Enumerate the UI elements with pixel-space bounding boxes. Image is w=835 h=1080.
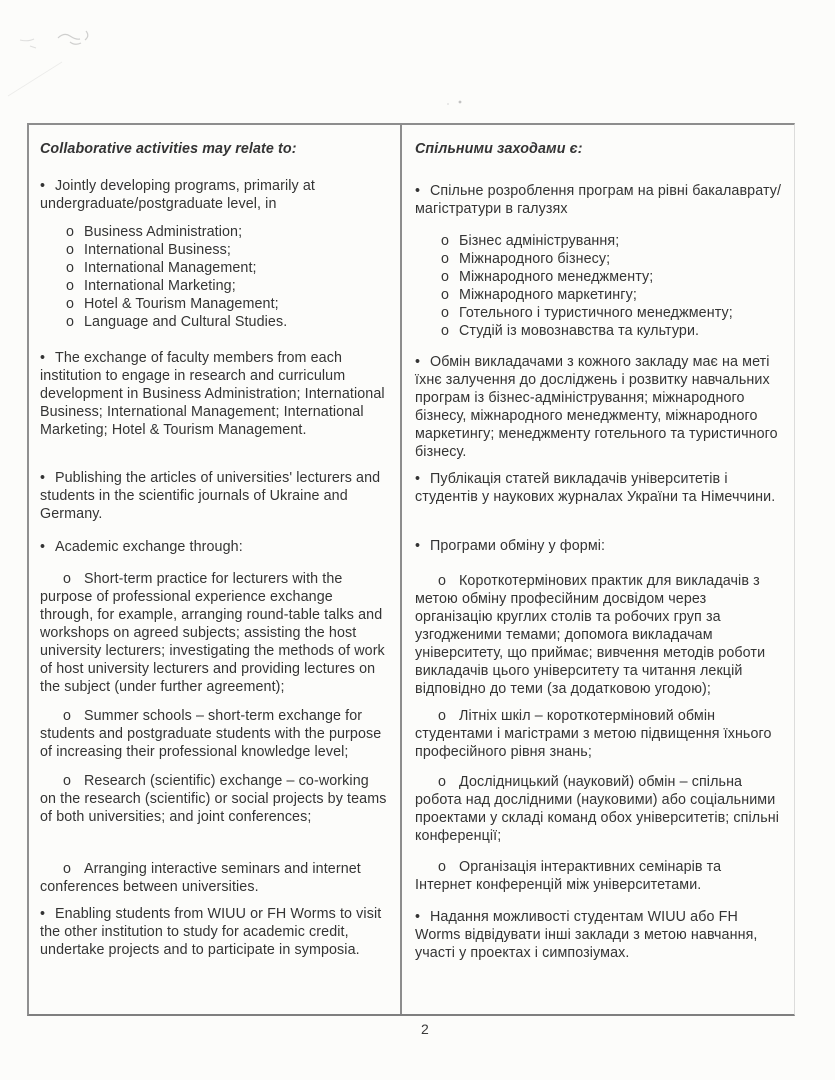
circle-bullet-icon: o xyxy=(441,287,450,303)
circle-bullet-icon: o xyxy=(438,774,447,790)
circle-bullet-icon: o xyxy=(66,314,75,330)
list-item: o Business Administration; xyxy=(66,224,243,240)
english-program-list xyxy=(40,223,388,331)
bullet-icon: • xyxy=(40,906,46,922)
ukrainian-heading: Спільними заходами є: xyxy=(415,141,583,157)
list-item: o Language and Cultural Studies. xyxy=(66,314,288,330)
circle-bullet-icon: o xyxy=(438,573,447,589)
list-item: o International Business; xyxy=(66,242,231,258)
page-number: 2 xyxy=(421,1021,429,1037)
bullet-icon: • xyxy=(415,354,421,370)
agreement-activities-table xyxy=(27,123,795,1016)
circle-bullet-icon: o xyxy=(438,708,447,724)
circle-bullet-icon: o xyxy=(63,861,72,877)
circle-bullet-icon: o xyxy=(441,323,450,339)
ukrainian-bullet-joint-programs: • Спільне розроблення програм на рівні бакалаврату/магістратури в галузях xyxy=(415,183,782,217)
column-english xyxy=(29,125,402,1014)
ukrainian-sub-short-term-practice: o Короткотермінових практик для викладачів з метою обміну професійним досвідом через організацію круглих столів та робочих груп за узгодженими темами; допомога викладачам університету, що приймає; вивчення методів роботи викладачів цього університету та читання лекцій відповідно до теми (за додатковою угодою); xyxy=(415,573,766,697)
english-sub-seminars: o Arranging interactive seminars and internet conferences between universities. xyxy=(40,861,361,895)
english-bullet-joint-programs: • Jointly developing programs, primarily at undergraduate/postgraduate level, in xyxy=(40,178,315,212)
bullet-icon: • xyxy=(415,909,421,925)
bullet-icon: • xyxy=(415,538,421,554)
circle-bullet-icon: o xyxy=(441,251,450,267)
list-item: o Студій із мовознавства та культури. xyxy=(441,323,700,339)
circle-bullet-icon: o xyxy=(441,269,450,285)
list-item: o Hotel & Tourism Management; xyxy=(66,296,279,312)
bullet-icon: • xyxy=(40,539,46,555)
english-bullet-academic-exchange: • Academic exchange through: xyxy=(40,539,243,555)
ukrainian-sub-summer-schools: o Літніх шкіл – короткотерміновий обмін студентами і магістрами з метою підвищення їхнього професійного рівня знань; xyxy=(415,708,772,760)
ukrainian-bullet-academic-exchange: • Програми обміну у формі: xyxy=(415,538,606,554)
list-item: o Готельного і туристичного менеджменту; xyxy=(441,305,733,321)
bullet-icon: • xyxy=(415,183,421,199)
bullet-icon: • xyxy=(40,470,46,486)
bullet-icon: • xyxy=(40,178,46,194)
ukrainian-bullet-faculty-exchange: • Обмін викладачами з кожного закладу має на меті їхнє залучення до досліджень і розвитку навчальних програм із бізнес-адміністрування; міжнародного бізнесу, міжнародного менеджменту, міжнародного маркетингу; менеджменту готельного та туристичного бізнесу. xyxy=(415,354,778,460)
english-bullet-student-mobility: • Enabling students from WIUU or FH Worms to visit the other institution to study for academic credit, undertake projects and to participate in symposia. xyxy=(40,906,382,958)
english-sub-summer-schools: o Summer schools – short-term exchange for students and postgraduate students with the purpose of increasing their professional knowledge level; xyxy=(40,708,382,760)
circle-bullet-icon: o xyxy=(66,224,75,240)
circle-bullet-icon: o xyxy=(66,296,75,312)
list-item: o Бізнес адміністрування; xyxy=(441,233,620,249)
ukrainian-sub-seminars: o Організація інтерактивних семінарів та Інтернет конференцій між університетами. xyxy=(415,859,722,893)
bullet-icon: • xyxy=(415,471,421,487)
circle-bullet-icon: o xyxy=(66,260,75,276)
list-item: o Міжнародного менеджменту; xyxy=(441,269,654,285)
bullet-icon: • xyxy=(40,350,46,366)
ukrainian-sub-research-exchange: o Дослідницький (науковий) обмін – спільна робота над дослідними (науковими) або соціальними проектами у складі команд обох університетів; спільні конференції; xyxy=(415,774,780,844)
circle-bullet-icon: o xyxy=(66,278,75,294)
circle-bullet-icon: o xyxy=(441,233,450,249)
list-item: o International Management; xyxy=(66,260,257,276)
column-ukrainian xyxy=(402,125,794,1014)
circle-bullet-icon: o xyxy=(66,242,75,258)
list-item: o International Marketing; xyxy=(66,278,236,294)
english-bullet-faculty-exchange: • The exchange of faculty members from each institution to engage in research and curriculum development in Business Administration; International Business; International Management; International Marketing; Hotel & Tourism Management. xyxy=(40,350,385,438)
english-bullet-publishing: • Publishing the articles of universities' lecturers and students in the scientific journals of Ukraine and Germany. xyxy=(40,470,381,522)
list-item: o Міжнародного бізнесу; xyxy=(441,251,611,267)
ukrainian-program-list xyxy=(415,232,782,340)
circle-bullet-icon: o xyxy=(441,305,450,321)
circle-bullet-icon: o xyxy=(63,773,72,789)
ukrainian-bullet-student-mobility: • Надання можливості студентам WIUU або FH Worms відвідувати інші заклади з метою навчання, участі у проектах і симпозіумах. xyxy=(415,909,758,961)
english-sub-research-exchange: o Research (scientific) exchange – co-working on the research (scientific) or social projects by teams of both universities; and joint conferences; xyxy=(40,773,387,825)
english-heading: Collaborative activities may relate to: xyxy=(40,141,297,157)
list-item: o Міжнародного маркетингу; xyxy=(441,287,637,303)
circle-bullet-icon: o xyxy=(63,571,72,587)
circle-bullet-icon: o xyxy=(438,859,447,875)
ukrainian-bullet-publishing: • Публікація статей викладачів університетів і студентів у наукових журналах України та Німеччини. xyxy=(415,471,776,505)
circle-bullet-icon: o xyxy=(63,708,72,724)
english-sub-short-term-practice: o Short-term practice for lecturers with the purpose of professional experience exchange through, for example, arranging round-table talks and workshops on agreed subjects; assisting the host university lecturers; investigating the methods of work of host university lecturers and providing lectures on the subject (under further agreement); xyxy=(40,571,385,695)
